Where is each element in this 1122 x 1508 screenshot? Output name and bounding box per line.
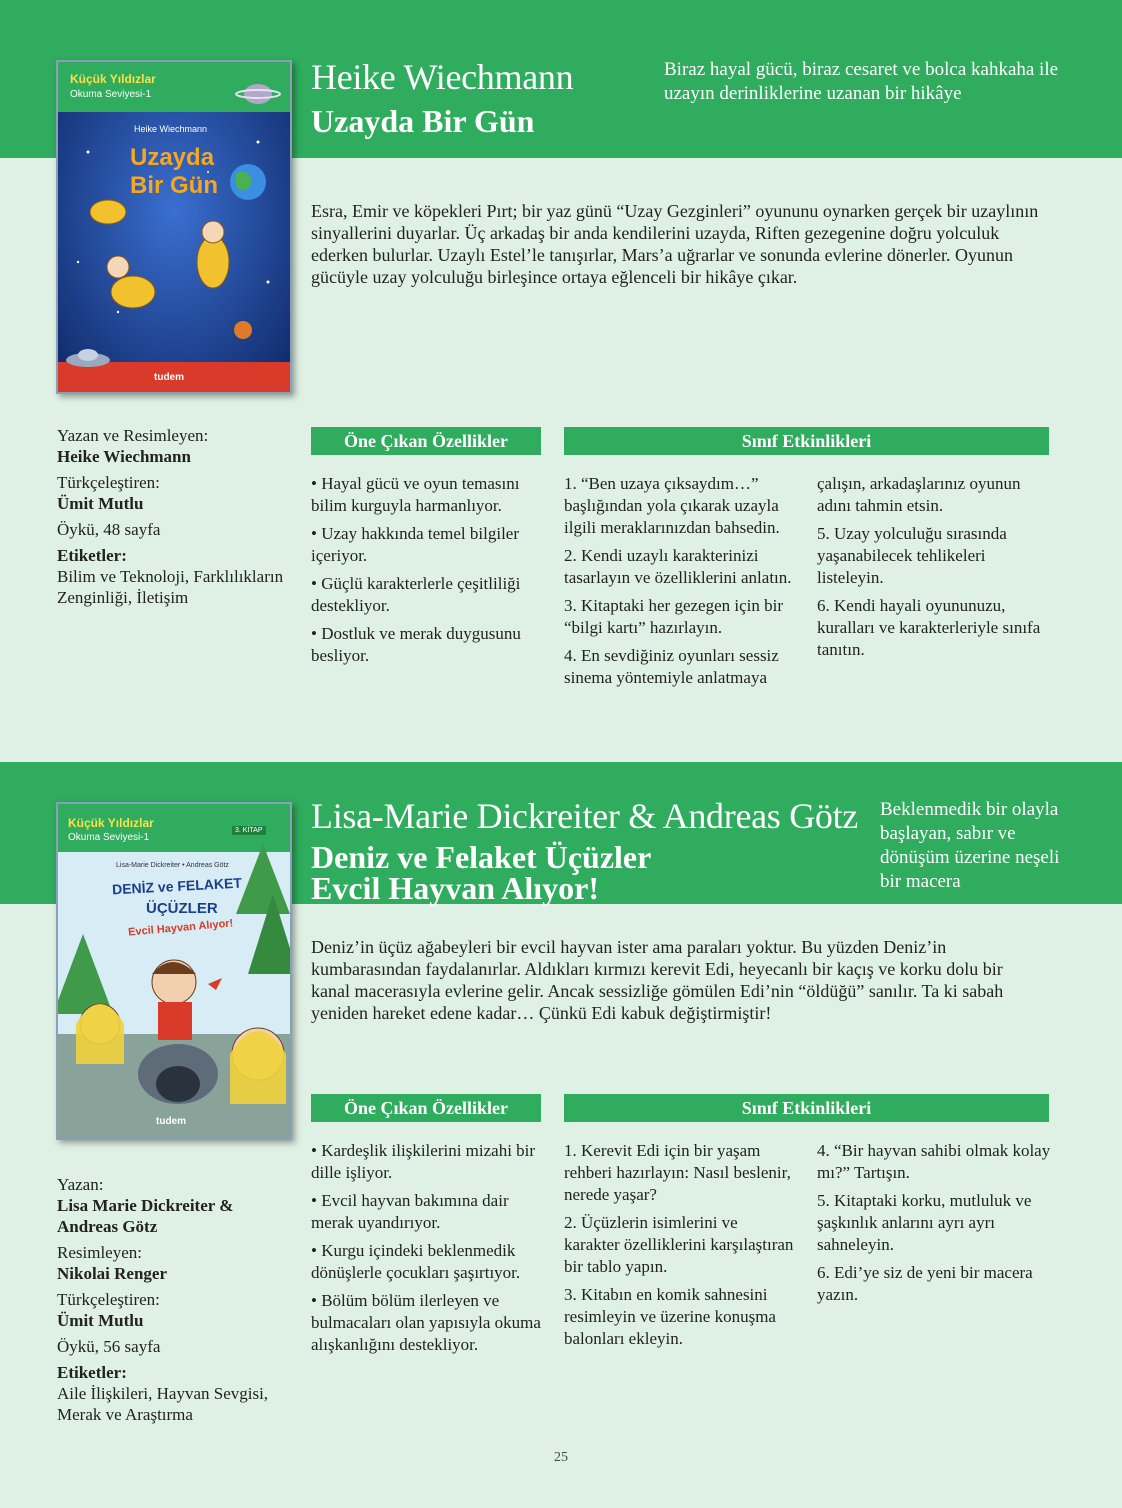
cover-title-line3: Evcil Hayvan Alıyor!: [127, 917, 234, 939]
cover-badge: 3. KİTAP: [232, 826, 266, 835]
cover-title-line2: ÜÇÜZLER: [146, 900, 218, 917]
book1-summary: Esra, Emir ve köpekleri Pırt; bir yaz günü “Uzay Gezginleri” oyununu oynarken gerçek bir uzaylının sinyallerini duyarlar. Üç arkadaş bir anda kendilerini uzayda, Riften gezegenine doğru yolculuk ederken bulurlar. Uzaylı Estel’le tanışırlar, Mars’a uğrarlar ve sonunda evlerine dönerler. Oyunun gücüyle uzay yolculuğu birleşince ortaya eğlenceli bir hikâye çıkar.: [311, 201, 1039, 287]
book-cover-uzayda-bir-gun: [56, 60, 292, 394]
activity-item: 6. Kendi hayali oyununuzu, kuralları ve karakterleriyle sınıfa tanıtın.: [817, 596, 1041, 659]
book1-features-list: [311, 473, 543, 673]
book-cover-deniz-ve-felaket-ucuzler: [56, 802, 292, 1140]
cover-title-line1: DENİZ ve FELAKET: [111, 874, 243, 898]
book1-activities-heading: Sınıf Etkinlikleri: [564, 427, 1049, 455]
cover-forest-illustration: [58, 804, 290, 1138]
feature-item: • Uzay hakkında temel bilgiler içeriyor.: [311, 524, 519, 565]
book2-activities-heading: Sınıf Etkinlikleri: [564, 1094, 1049, 1122]
feature-item: • Güçlü karakterlerle çeşitliliği destekliyor.: [311, 574, 521, 615]
activity-item: 2. Kendi uzaylı karakterinizi tasarlayın ve özelliklerini anlatın.: [564, 546, 792, 587]
feature-item: • Hayal gücü ve oyun temasını bilim kurguyla harmanlıyor.: [311, 474, 520, 515]
activity-item: 1. “Ben uzaya çıksaydım…” başlığından yola çıkarak uzayla ilgili meraklarınızdan bahsedin.: [564, 474, 780, 537]
activity-item: 4. En sevdiğiniz oyunları sessiz sinema yöntemiyle anlatmaya: [564, 646, 779, 687]
book1-meta: [57, 425, 297, 608]
activity-item: 3. Kitabın en komik sahnesini resimleyin ve üzerine konuşma balonları ekleyin.: [564, 1285, 776, 1348]
meta-tags-label: Etiketler:: [57, 546, 127, 565]
book1-tagline: Biraz hayal gücü, biraz cesaret ve bolca kahkaha ile uzayın derinliklerine uzanan bir hikâye: [664, 59, 1059, 104]
meta-value: Lisa Marie Dickreiter & Andreas Götz: [57, 1196, 234, 1236]
cover-title-line2: Bir Gün: [130, 172, 218, 199]
cover-authors: Lisa-Marie Dickreiter • Andreas Götz: [116, 862, 229, 869]
meta-value: Heike Wiechmann: [57, 447, 191, 466]
book2-summary: Deniz’in üçüz ağabeyleri bir evcil hayvan ister ama paraları yoktur. Bu yüzden Deniz’in kumbarasından faydalanırlar. Aldıkları kırmızı kerevit Edi, heyecanlı bir kaçış ve korku dolu bir kanal macerasıyla evlerine gelir. Ancak sessizliğe gömülen Edi’nin “öldüğü” sanılır. Ta ki sabah yeniden hareket edene kadar… Çünkü Edi kabuk değiştirmiştir!: [311, 937, 1004, 1023]
meta-tags: Bilim ve Teknoloji, Farklılıkların Zenginliği, İletişim: [57, 567, 284, 607]
cover-level: Okuma Seviyesi-1: [68, 832, 150, 843]
feature-item: • Bölüm bölüm ilerleyen ve bulmacaları olan yapısıyla okuma alışkanlığını destekliyor.: [311, 1291, 541, 1354]
cover-series: Küçük Yıldızlar: [70, 72, 156, 86]
activity-item: 5. Kitaptaki korku, mutluluk ve şaşkınlık anlarını ayrı ayrı sahneleyin.: [817, 1191, 1032, 1254]
cover-level: Okuma Seviyesi-1: [70, 89, 152, 100]
activity-item: 4. “Bir hayvan sahibi olmak kolay mı?” Tartışın.: [817, 1141, 1051, 1182]
meta-genre-pages: Öykü, 56 sayfa: [57, 1337, 161, 1356]
feature-item: • Kurgu içindeki beklenmedik dönüşlerle çocukları şaşırtıyor.: [311, 1241, 521, 1282]
book2-tagline: Beklenmedik bir olayla başlayan, sabır ve dönüşüm üzerine neşeli bir macera: [880, 799, 1060, 892]
cover-title-line1: Uzayda: [130, 144, 215, 171]
book1-activities-col2: [817, 473, 1052, 667]
meta-tags: Aile İlişkileri, Hayvan Sevgisi, Merak ve Araştırma: [57, 1384, 269, 1424]
book1-features-heading: Öne Çıkan Özellikler: [311, 427, 541, 455]
meta-tags-label: Etiketler:: [57, 1363, 127, 1382]
book2-activities-col2: [817, 1140, 1052, 1312]
feature-item: • Kardeşlik ilişkilerini mizahi bir dille işliyor.: [311, 1141, 536, 1182]
book2-activities-col1: [564, 1140, 796, 1356]
cover-author: Heike Wiechmann: [134, 124, 208, 134]
book1-activities-col1: [564, 473, 796, 695]
feature-item: • Evcil hayvan bakımına dair merak uyandırıyor.: [311, 1191, 509, 1232]
meta-value: Ümit Mutlu: [57, 494, 144, 513]
meta-label: Türkçeleştiren:: [57, 473, 160, 492]
activity-item: 6. Edi’ye siz de yeni bir macera yazın.: [817, 1263, 1033, 1304]
activity-item: 2. Üçüzlerin isimlerini ve karakter özelliklerini karşılaştıran bir tablo yapın.: [564, 1213, 794, 1276]
meta-value: Nikolai Renger: [57, 1264, 168, 1283]
activity-item: 1. Kerevit Edi için bir yaşam rehberi hazırlayın: Nasıl beslenir, nerede yaşar?: [564, 1141, 791, 1204]
book1-title: Uzayda Bir Gün: [311, 103, 535, 139]
cover-publisher: tudem: [154, 372, 184, 383]
activity-item: çalışın, arkadaşlarınız oyunun adını tahmin etsin.: [817, 474, 1021, 515]
book2-title-line2: Evcil Hayvan Alıyor!: [311, 870, 599, 906]
cover-series: Küçük Yıldızlar: [68, 816, 154, 830]
book2-meta: [57, 1174, 297, 1425]
cover-space-illustration: [58, 62, 290, 392]
meta-label: Resimleyen:: [57, 1243, 142, 1262]
cover-publisher: tudem: [156, 1116, 186, 1127]
meta-value: Ümit Mutlu: [57, 1311, 144, 1330]
meta-genre-pages: Öykü, 48 sayfa: [57, 520, 161, 539]
book2-author: Lisa-Marie Dickreiter & Andreas Götz: [311, 796, 858, 836]
book1-author: Heike Wiechmann: [311, 57, 574, 97]
activity-item: 5. Uzay yolculuğu sırasında yaşanabilecek tehlikeleri listeleyin.: [817, 524, 1007, 587]
meta-label: Yazan:: [57, 1175, 104, 1194]
feature-item: • Dostluk ve merak duygusunu besliyor.: [311, 624, 521, 665]
book2-features-heading: Öne Çıkan Özellikler: [311, 1094, 541, 1122]
book2-features-list: [311, 1140, 543, 1362]
meta-label: Türkçeleştiren:: [57, 1290, 160, 1309]
meta-label: Yazan ve Resimleyen:: [57, 426, 209, 445]
page-number: 25: [554, 1450, 568, 1465]
activity-item: 3. Kitaptaki her gezegen için bir “bilgi kartı” hazırlayın.: [564, 596, 784, 637]
book2-title-line1: Deniz ve Felaket Üçüzler: [311, 839, 652, 875]
